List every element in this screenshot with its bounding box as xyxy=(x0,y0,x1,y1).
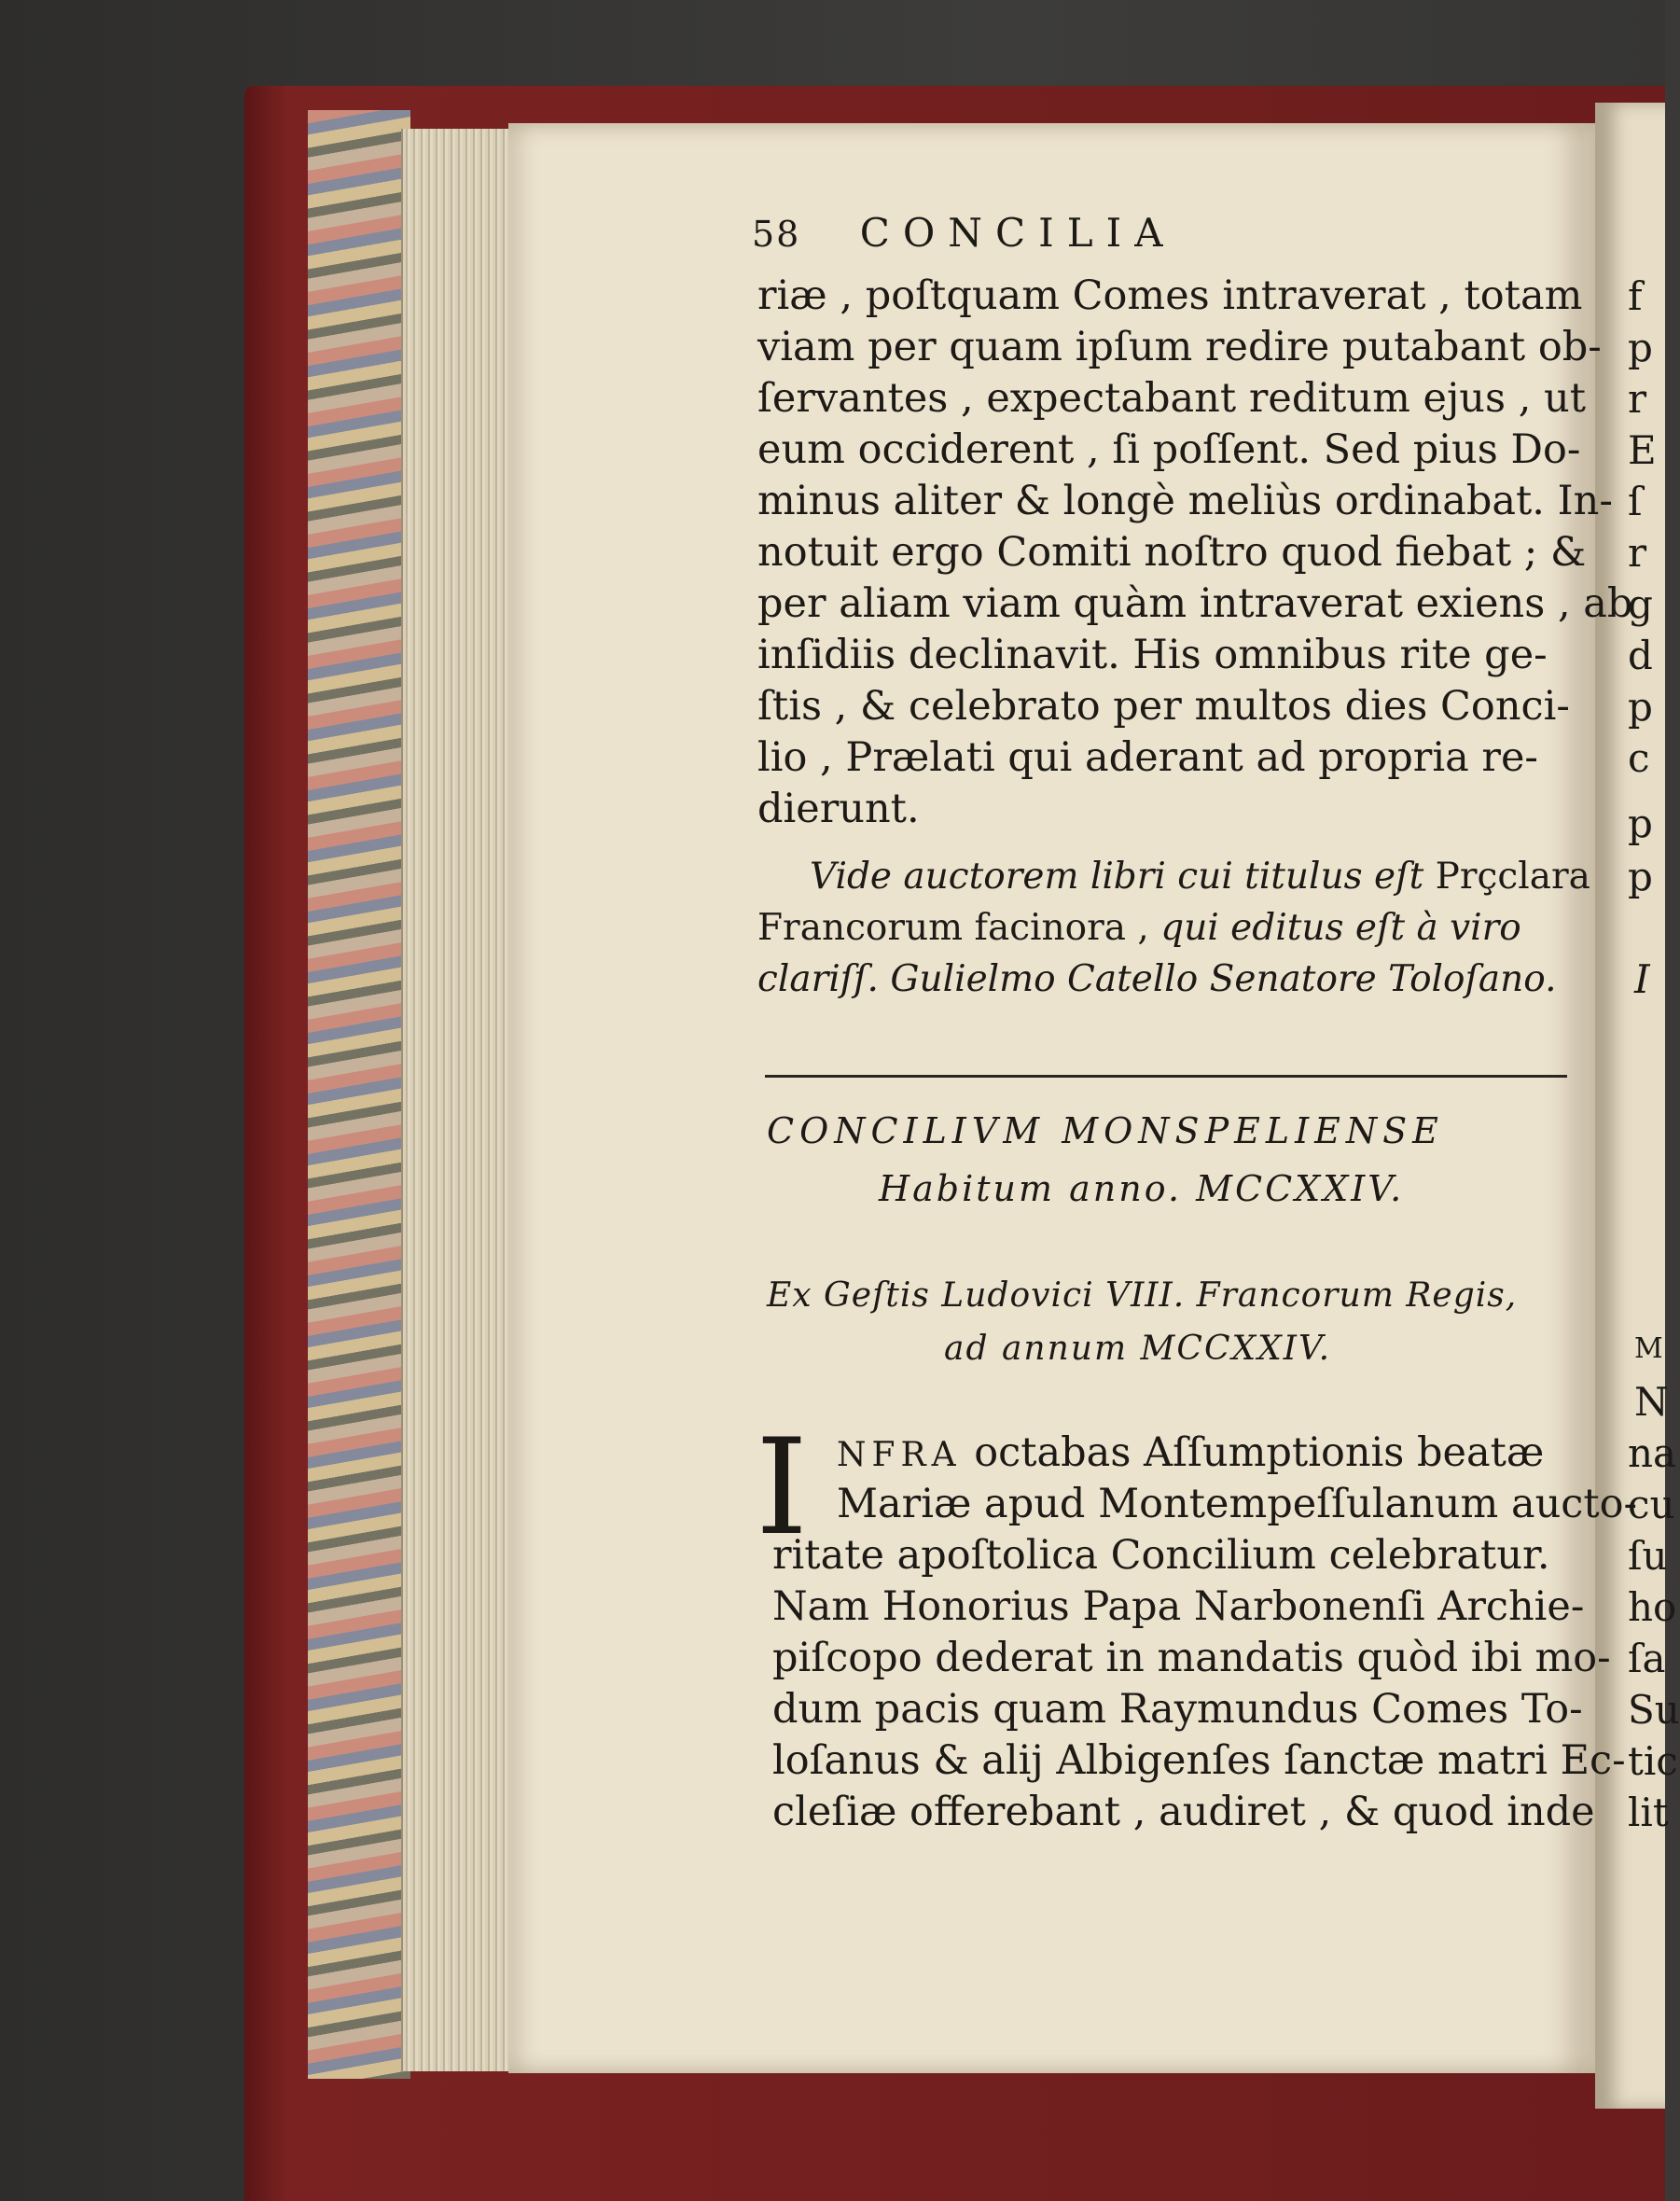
page-block-edge xyxy=(401,129,510,2071)
facing-fragment: tic xyxy=(1628,1738,1678,1784)
source-line: ad annum MCCXXIV. xyxy=(944,1330,1332,1368)
facing-fragment: cu xyxy=(1628,1482,1675,1527)
drop-cap: I xyxy=(756,1411,809,1565)
facing-fragment: c xyxy=(1628,735,1650,781)
body-first-line: NFRA octabas Aſſumptionis beatæ xyxy=(837,1429,1545,1476)
facing-fragment: p xyxy=(1628,325,1653,370)
body-line: loſanus & alij Albigenſes ſanctæ matri Ec- xyxy=(772,1737,1626,1784)
facing-fragment: ſ xyxy=(1628,479,1643,524)
facing-fragment: Su xyxy=(1628,1687,1680,1733)
running-title: CONCILIA xyxy=(859,210,1176,256)
body-line: cleſiæ offerebant , audiret , & quod inde xyxy=(772,1789,1595,1835)
citation-line: Vide auctorem libri cui titulus eſt Prçclara xyxy=(810,856,1590,898)
text-line: viam per quam ipſum redire putabant ob- xyxy=(757,324,1602,370)
body-line: ritate apoſtolica Concilium celebratur. xyxy=(772,1532,1550,1579)
body-line: Mariæ apud Montempeſſulanum aucto- xyxy=(837,1481,1638,1527)
section-heading: CONCILIVM MONSPELIENSE xyxy=(767,1110,1444,1151)
body-line: Nam Honorius Papa Narbonenſi Archie- xyxy=(772,1583,1585,1630)
text-line: dierunt. xyxy=(757,786,920,832)
facing-fragment: ſu xyxy=(1628,1533,1668,1579)
text-line: notuit ergo Comiti noſtro quod fiebat ; & xyxy=(757,529,1587,576)
facing-fragment: r xyxy=(1628,376,1647,422)
section-subheading: Habitum anno. MCCXXIV. xyxy=(879,1168,1405,1209)
facing-fragment: lit xyxy=(1628,1790,1669,1835)
facing-fragment: ſa xyxy=(1628,1636,1666,1681)
text-line: per aliam viam quàm intraverat exiens , ab xyxy=(757,580,1633,627)
citation-line: Francorum facinora , qui editus eſt à viro xyxy=(757,907,1521,949)
text-line: ſtis , & celebrato per multos dies Conci- xyxy=(757,683,1570,730)
facing-fragment: N xyxy=(1634,1379,1669,1425)
source-line: Ex Geſtis Ludovici VIII. Francorum Regis, xyxy=(767,1276,1518,1315)
text-line: lio , Prælati qui aderant ad propria re- xyxy=(757,734,1538,781)
facing-fragment: g xyxy=(1628,581,1653,627)
facing-fragment: E xyxy=(1628,427,1657,473)
section-rule xyxy=(765,1075,1567,1078)
body-line: dum pacis quam Raymundus Comes To- xyxy=(772,1686,1583,1733)
facing-fragment: f xyxy=(1628,273,1643,319)
facing-fragment: M xyxy=(1634,1332,1663,1365)
first-word: NFRA xyxy=(837,1436,962,1474)
facing-fragment: p xyxy=(1628,801,1653,846)
running-head xyxy=(752,210,1176,256)
facing-fragment: p xyxy=(1628,854,1653,899)
text-line: ſervantes , expectabant reditum ejus , ut xyxy=(757,375,1587,422)
marbled-endpaper xyxy=(308,110,410,2079)
text-line: riæ , poſtquam Comes intraverat , totam xyxy=(757,272,1583,319)
text-line: inſidiis declinavit. His omnibus rite ge- xyxy=(757,632,1548,678)
facing-fragment: I xyxy=(1634,956,1650,1002)
page-number: 58 xyxy=(752,214,801,255)
body-line: piſcopo dederat in mandatis quòd ibi mo- xyxy=(772,1635,1611,1681)
facing-fragment: na xyxy=(1628,1430,1677,1476)
text-line: minus aliter & longè meliùs ordinabat. In- xyxy=(757,478,1613,524)
citation-line: clariſſ. Gulielmo Catello Senatore Toloſano. xyxy=(757,958,1557,1000)
facing-fragment: p xyxy=(1628,684,1653,730)
facing-fragment: r xyxy=(1628,530,1647,576)
text-line: eum occiderent , ſi poſſent. Sed pius Do- xyxy=(757,426,1581,473)
facing-fragment: ho xyxy=(1628,1584,1677,1630)
facing-fragment: d xyxy=(1628,633,1653,678)
